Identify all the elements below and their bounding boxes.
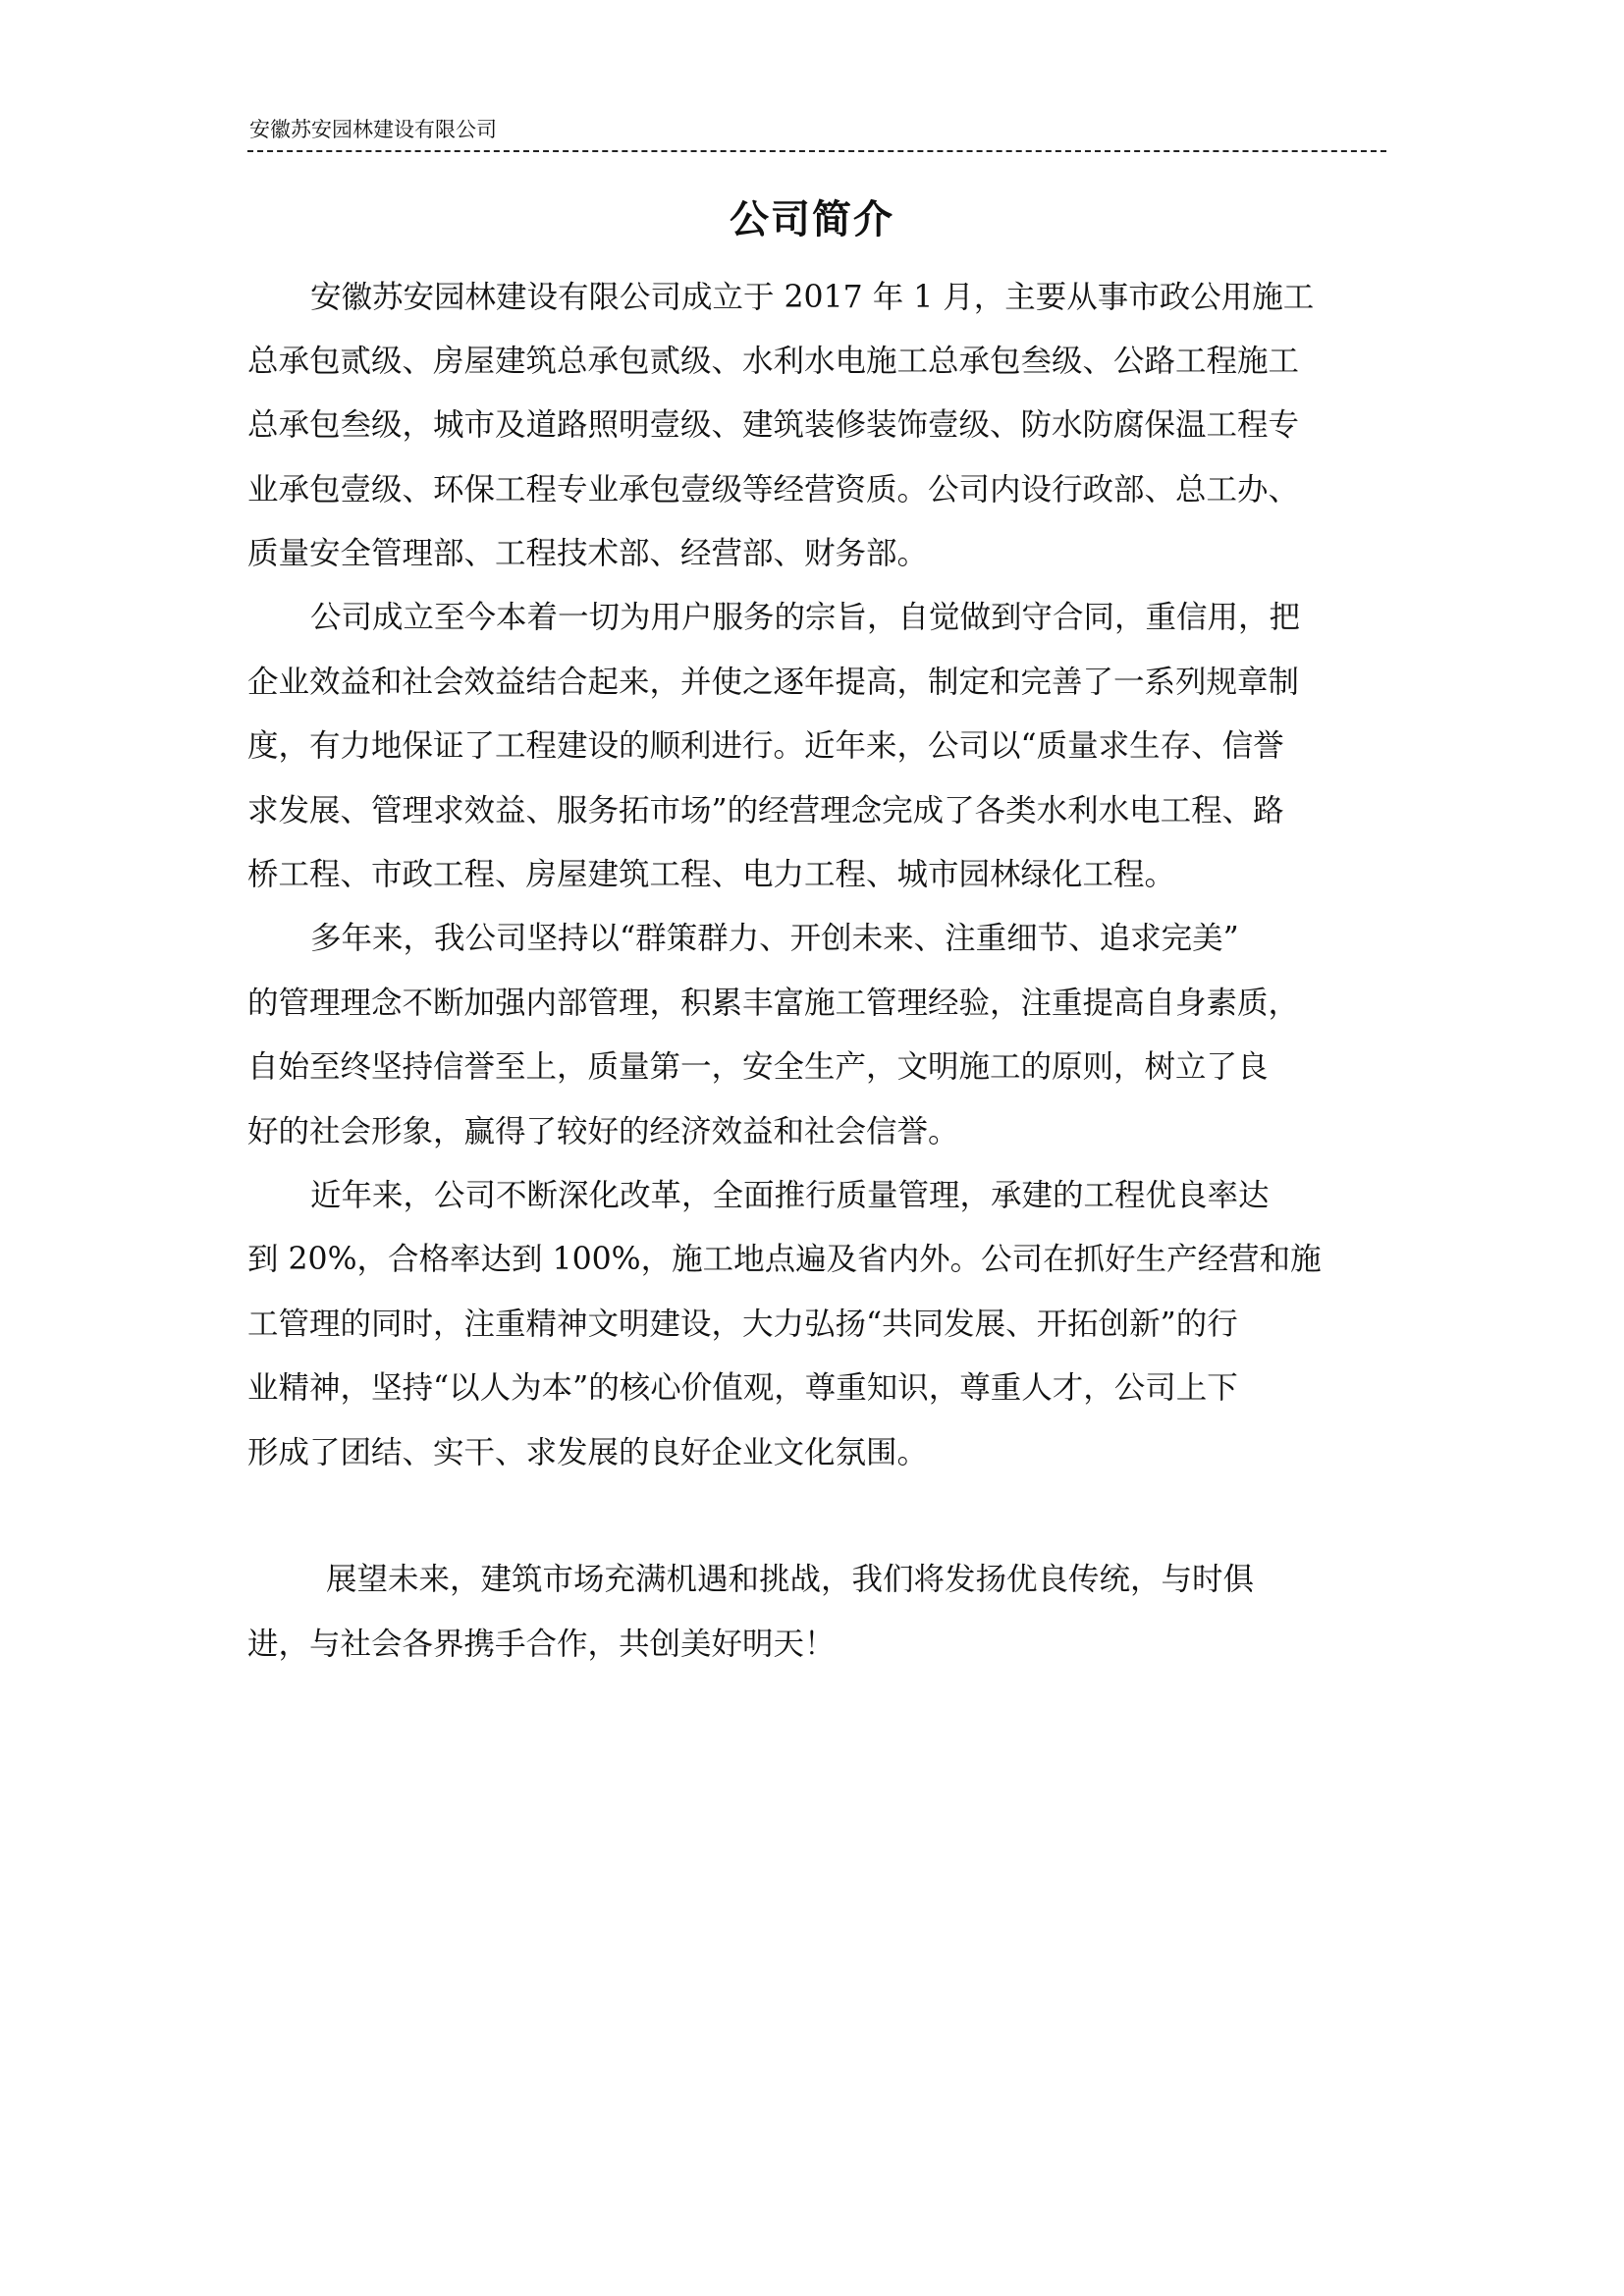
page-title: 公司简介 [730,196,894,242]
text-line: 公司成立至今本着一切为用户服务的宗旨，自觉做到守合同，重信用，把 [310,600,1301,635]
header-divider [247,150,1386,152]
text-line: 总承包贰级、房屋建筑总承包贰级、水利水电施工总承包叁级、公路工程施工 [247,344,1300,379]
text-line: 工管理的同时，注重精神文明建设，大力弘扬“共同发展、开拓创新”的行 [247,1307,1238,1342]
text-line: 自始至终坚持信誉至上，质量第一，安全生产，文明施工的原则，树立了良 [247,1049,1269,1085]
text-line: 多年来，我公司坚持以“群策群力、开创未来、注重细节、追求完美” [310,921,1239,956]
text-line: 业承包壹级、环保工程专业承包壹级等经营资质。公司内设行政部、总工办、 [247,472,1300,507]
text-line: 进，与社会各界携手合作，共创美好明天！ [247,1627,836,1662]
text-line: 桥工程、市政工程、房屋建筑工程、电力工程、城市园林绿化工程。 [247,857,1176,892]
page-header [247,116,1386,155]
text-line: 近年来，公司不断深化改革，全面推行质量管理，承建的工程优良率达 [310,1178,1270,1213]
text-line: 好的社会形象，赢得了较好的经济效益和社会信誉。 [247,1114,959,1149]
text-line: 的管理理念不断加强内部管理，积累丰富施工管理经验，注重提高自身素质， [247,986,1300,1021]
text-line: 企业效益和社会效益结合起来，并使之逐年提高，制定和完善了一系列规章制 [247,665,1300,700]
text-line: 求发展、管理求效益、服务拓市场”的经营理念完成了各类水利水电工程、路 [247,793,1284,828]
text-line: 度，有力地保证了工程建设的顺利进行。近年来，公司以“质量求生存、信誉 [247,728,1284,764]
text-line: 展望未来，建筑市场充满机遇和挑战，我们将发扬优良传统，与时俱 [326,1562,1255,1597]
text-line: 业精神，坚持“以人为本”的核心价值观，尊重知识，尊重人才，公司上下 [247,1370,1238,1406]
header-company-name: 安徽苏安园林建设有限公司 [249,118,497,141]
text-line: 质量安全管理部、工程技术部、经营部、财务部。 [247,536,929,571]
text-line: 形成了团结、实干、求发展的良好企业文化氛围。 [247,1435,929,1470]
text-line: 到 20%，合格率达到 100%，施工地点遍及省内外。公司在抓好生产经营和施 [247,1242,1322,1277]
text-line: 安徽苏安园林建设有限公司成立于 2017 年 1 月，主要从事市政公用施工 [310,280,1315,315]
text-line: 总承包叁级，城市及道路照明壹级、建筑装修装饰壹级、防水防腐保温工程专 [247,407,1300,443]
